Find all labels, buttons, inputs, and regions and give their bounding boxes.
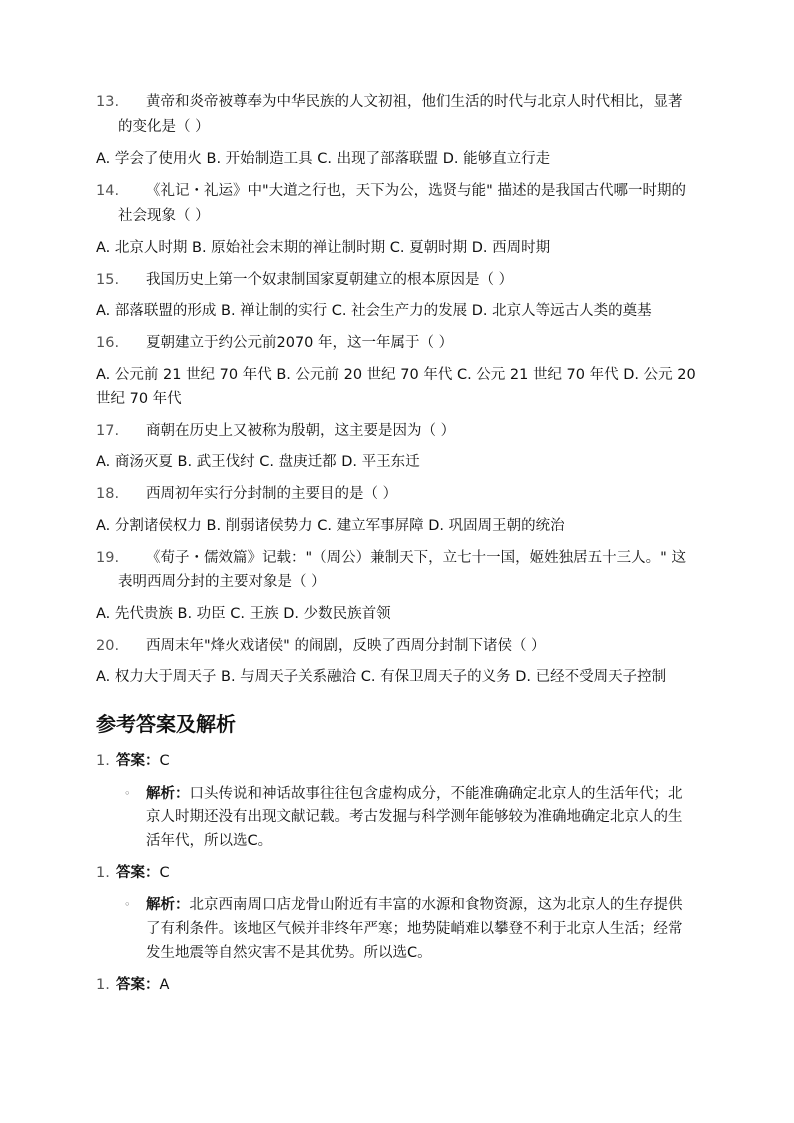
answer-line <box>116 863 170 883</box>
question-options: A. 分割诸侯权力 B. 削弱诸侯势力 C. 建立军事屏障 D. 巩固周王朝的统治 <box>96 518 565 534</box>
question-text: 夏朝建立于约公元前2070 年，这一年属于（ ） <box>146 335 454 351</box>
question-options: A. 先代贵族 B. 功臣 C. 王族 D. 少数民族首领 <box>96 606 391 622</box>
answer-label: 答案： <box>116 977 160 993</box>
explanation-line: 发生地震等自然灾害不是其优势。所以选C。 <box>146 945 432 961</box>
answer-value: C <box>159 865 170 881</box>
question-options: A. 部落联盟的形成 B. 禅让制的实行 C. 社会生产力的发展 D. 北京人等远古人类的奠基 <box>96 303 652 319</box>
answer-number: 1. <box>96 865 110 881</box>
question-number: 20. <box>96 638 120 654</box>
explanation-label: 解析： <box>146 897 190 913</box>
question-text: 我国历史上第一个奴隶制国家夏朝建立的根本原因是（ ） <box>146 272 514 288</box>
answer-number: 1. <box>96 753 110 769</box>
question-text: 黄帝和炎帝被尊奉为中华民族的人文初祖，他们生活的时代与北京人时代相比，显著 <box>146 94 683 110</box>
question-text-continued: 的变化是（ ） <box>118 119 210 135</box>
explanation-line: 解析：口头传说和神话故事往往包含虚构成分，不能准确确定北京人的生活年代；北 <box>146 786 683 802</box>
question-options: A. 北京人时期 B. 原始社会末期的禅让制时期 C. 夏朝时期 D. 西周时期 <box>96 240 551 256</box>
answer-value: A <box>159 977 170 993</box>
question-text: 西周初年实行分封制的主要目的是（ ） <box>146 486 398 502</box>
explanation-line: 了有利条件。该地区气候并非终年严寒；地势陡峭难以攀登不利于北京人生活；经常 <box>146 921 683 937</box>
bullet-icon: ◦ <box>124 787 131 800</box>
question-number: 14. <box>96 183 120 199</box>
question-number: 13. <box>96 94 120 110</box>
answer-line <box>116 975 169 995</box>
answer-line <box>116 751 170 771</box>
question-options: A. 权力大于周天子 B. 与周天子关系融洽 C. 有保卫周天子的义务 D. 已经不受周天子控制 <box>96 669 667 685</box>
question-text-continued: 社会现象（ ） <box>118 208 210 224</box>
question-number: 18. <box>96 486 120 502</box>
question-text: 《荀子・儒效篇》记载："（周公）兼制天下，立七十一国，姬姓独居五十三人。" 这 <box>146 550 686 566</box>
answer-label: 答案： <box>116 865 160 881</box>
question-number: 16. <box>96 335 120 351</box>
question-options: A. 学会了使用火 B. 开始制造工具 C. 出现了部落联盟 D. 能够直立行走 <box>96 151 551 167</box>
explanation-line: 活年代，所以选C。 <box>146 833 273 849</box>
question-number: 17. <box>96 423 120 439</box>
question-text: 《礼记・礼运》中"大道之行也，天下为公，选贤与能" 描述的是我国古代哪一时期的 <box>146 183 686 199</box>
explanation-line: 解析：北京西南周口店龙骨山附近有丰富的水源和食物资源，这为北京人的生存提供 <box>146 897 683 913</box>
answer-label: 答案： <box>116 753 160 769</box>
question-options-continued: 世纪 70 年代 <box>96 391 182 407</box>
explanation-label: 解析： <box>146 786 190 802</box>
answer-number: 1. <box>96 977 110 993</box>
answers-heading: 参考答案及解析 <box>96 712 236 736</box>
question-options: A. 公元前 21 世纪 70 年代 B. 公元前 20 世纪 70 年代 C. 公元 21 世纪 70 年代 D. 公元 20 <box>96 367 696 383</box>
explanation-line: 京人时期还没有出现文献记载。考古发掘与科学测年能够较为准确地确定北京人的生 <box>146 809 683 825</box>
question-text: 西周末年"烽火戏诸侯" 的闹剧，反映了西周分封制下诸侯（ ） <box>146 638 546 654</box>
answer-value: C <box>159 753 170 769</box>
question-options: A. 商汤灭夏 B. 武王伐纣 C. 盘庚迁都 D. 平王东迁 <box>96 454 420 470</box>
question-number: 15. <box>96 272 120 288</box>
bullet-icon: ◦ <box>124 898 131 911</box>
question-number: 19. <box>96 550 120 566</box>
question-text-continued: 表明西周分封的主要对象是（ ） <box>118 574 326 590</box>
question-text: 商朝在历史上又被称为殷朝，这主要是因为（ ） <box>146 423 456 439</box>
